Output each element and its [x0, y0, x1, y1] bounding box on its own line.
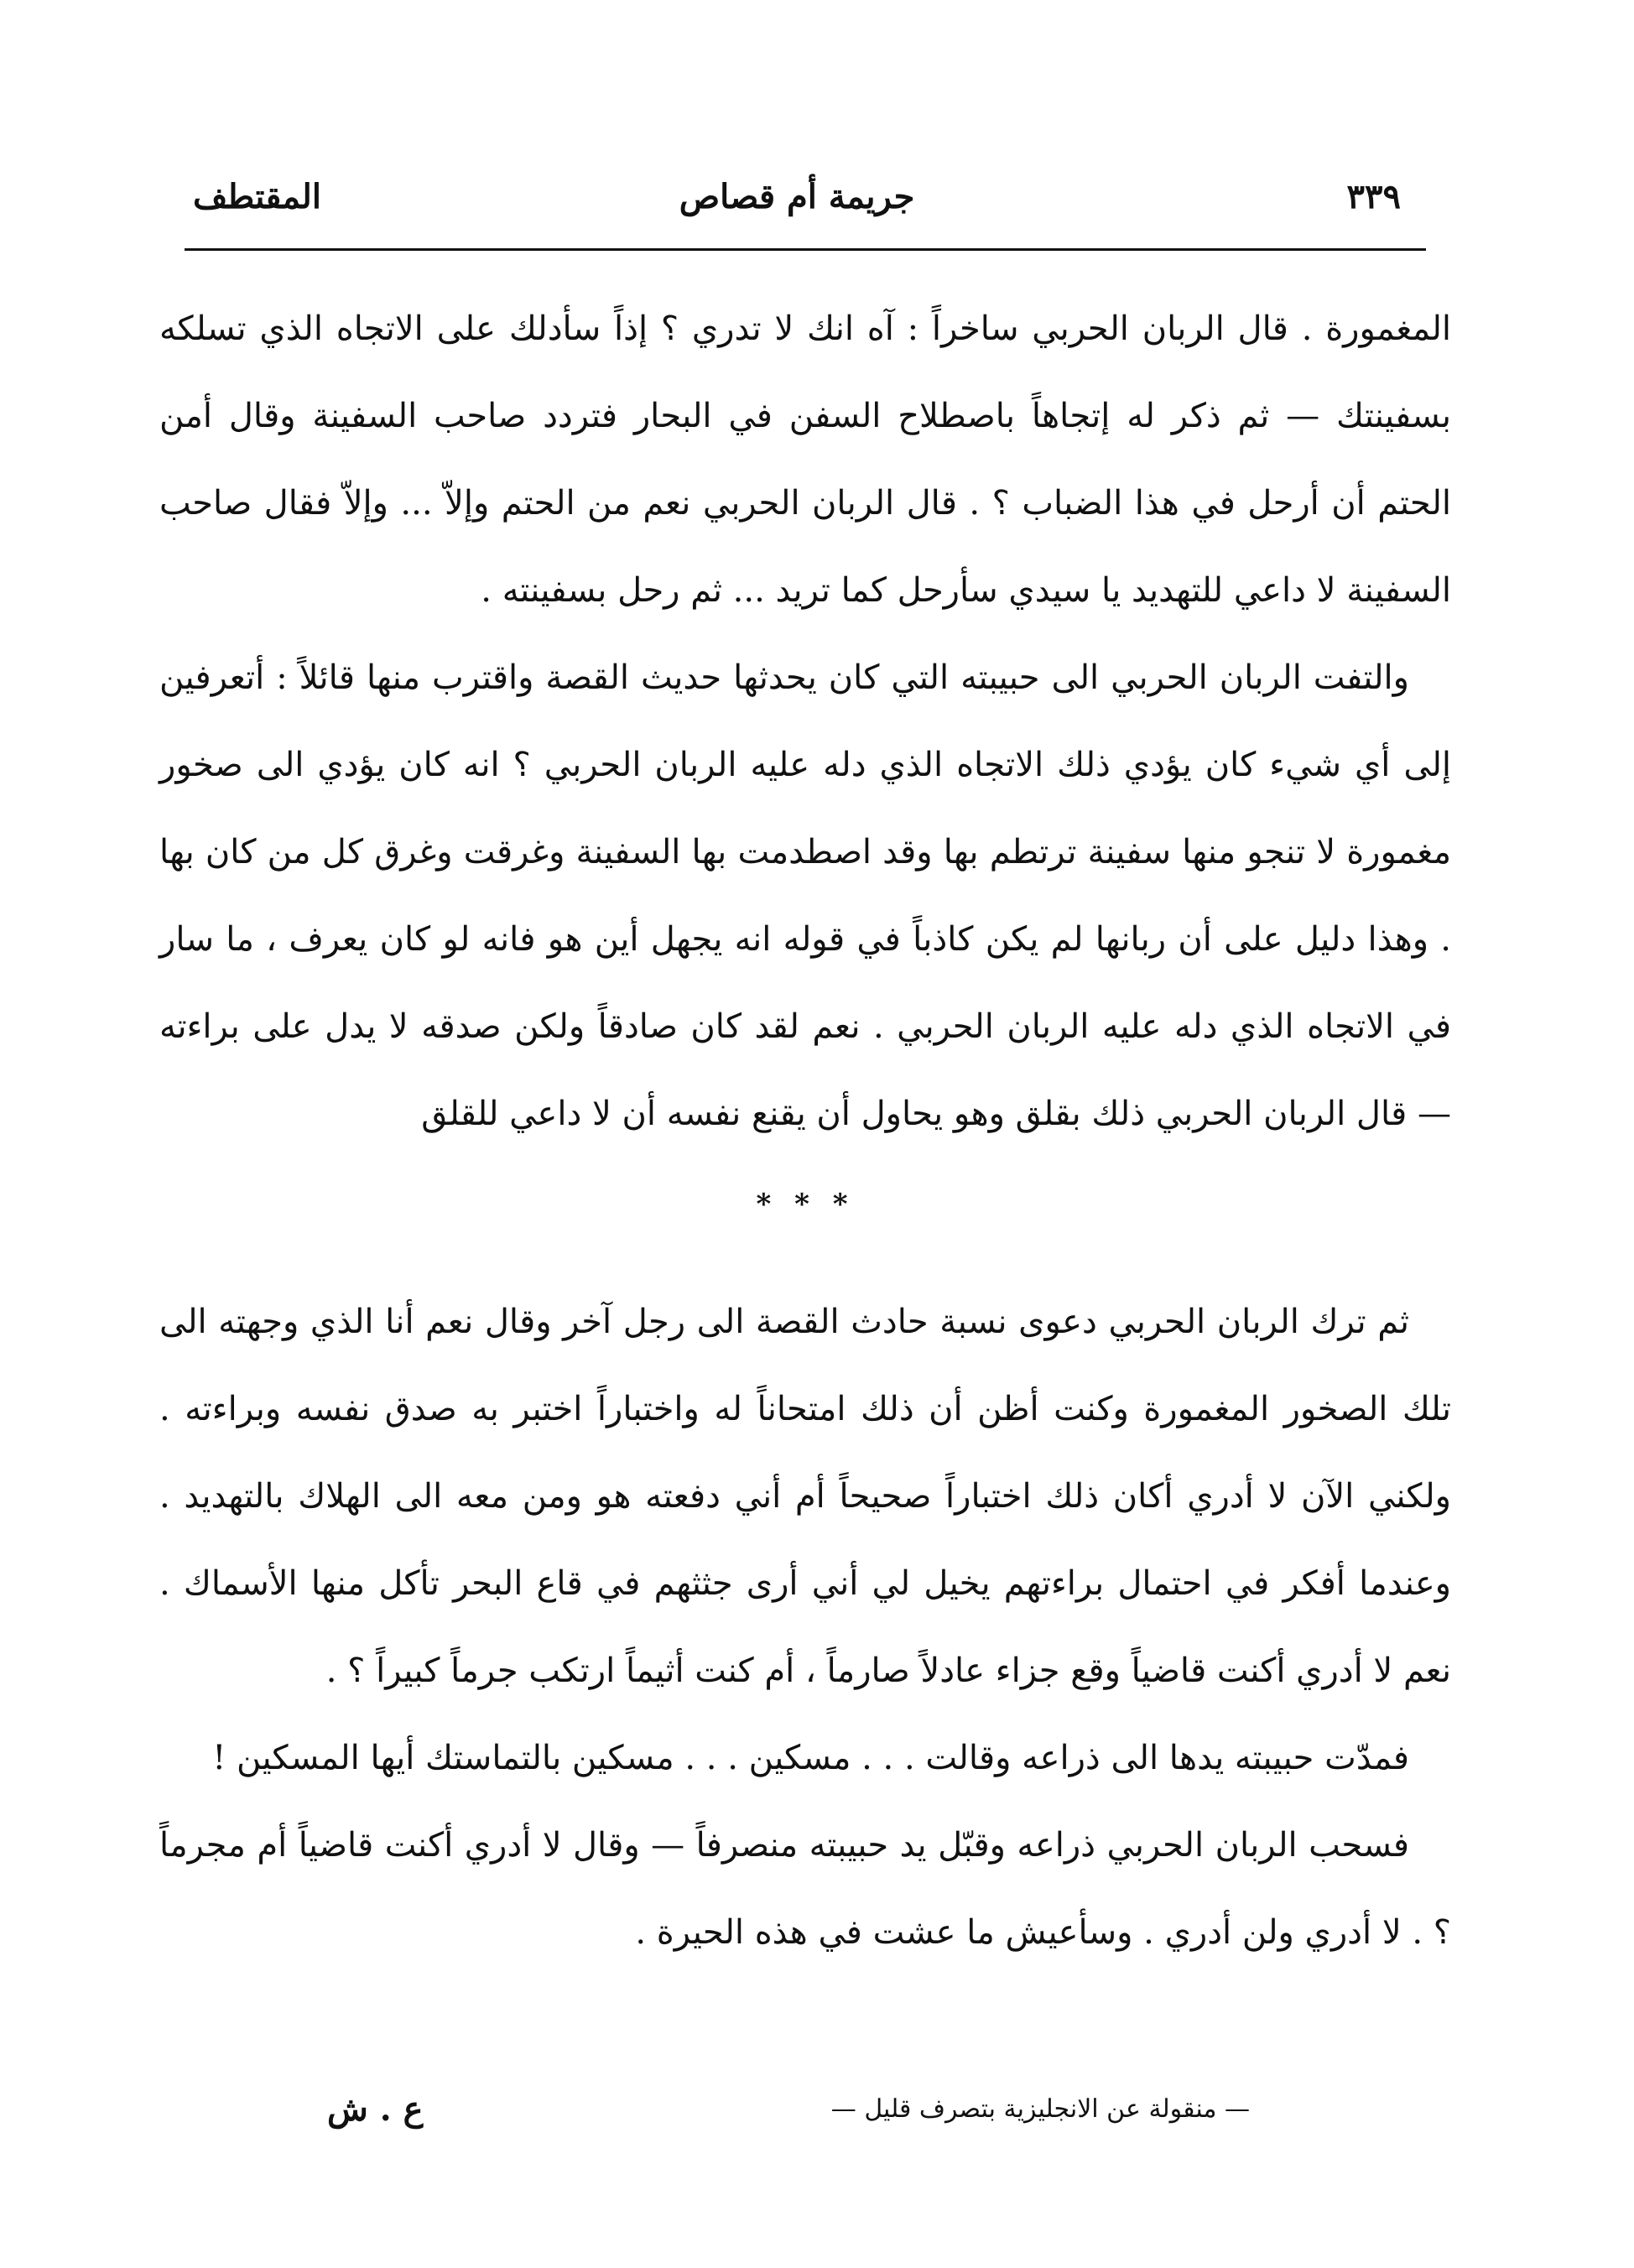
section-separator: * * *: [756, 1188, 855, 1221]
paragraph: فسحب الربان الحربي ذراعه وقبّل يد حبيبته منصرفاً — وقال لا أدري أكنت قاضياً أم مجرماً ؟ . لا أدري ولن أدري . وسأعيش ما عشت في هذه الحيرة .: [159, 1826, 1451, 1952]
paragraph-continuation: المغمورة . قال الربان الحربي ساخراً : آه انك لا تدري ؟ إذاً سأدلك على الاتجاه الذي تسلكه بسفينتك — ثم ذكر له إتجاهاً باصطلاح السفن في البحار فتردد صاحب السفينة وقال أمن الحتم أن أرحل في هذا الضباب ؟ . قال الربان الحربي نعم من الحتم وإلاّ ... وإلاّ فقال صاحب السفينة لا داعي للتهديد يا سيدي سأرحل كما تريد ... ثم رحل بسفينته .: [159, 310, 1451, 610]
journal-name: المقتطف: [193, 177, 321, 216]
header-rule: [185, 248, 1426, 251]
paragraph: فمدّت حبيبته يدها الى ذراعه وقالت . . . مسكين . . . مسكين بالتماستك أيها المسكين !: [212, 1739, 1409, 1777]
page-number: ٣٣٩: [1346, 177, 1401, 216]
paragraph: والتفت الربان الحربي الى حبيبته التي كان يحدثها حديث القصة واقترب منها قائلاً : أتعرفين إلى أي شيء كان يؤدي ذلك الاتجاه الذي دله عليه الربان الحربي ؟ انه كان يؤدي الى صخور مغمورة لا تنجو منها سفينة ترتطم بها وقد اصطدمت بها السفينة وغرقت وغرق كل من كان بها . وهذا دليل على أن ربانها لم يكن كاذباً في قوله انه يجهل أين هو فانه لو كان يعرف ، ما سار في الاتجاه الذي دله عليه الربان الحربي . نعم لقد كان صادقاً ولكن صدقه لا يدل على براءته — قال الربان الحربي ذلك بقلق وهو يحاول أن يقنع نفسه أن لا داعي للقلق: [159, 658, 1451, 1133]
paragraph: ثم ترك الربان الحربي دعوى نسبة حادث القصة الى رجل آخر وقال نعم أنا الذي وجهته الى تلك الصخور المغمورة وكنت أظن أن ذلك امتحاناً له واختباراً اختبر به صدق نفسه وبراءته . ولكني الآن لا أدري أكان ذلك اختباراً صحيحاً أم أني دفعته هو ومن معه الى الهلاك بالتهديد . وعندما أفكر في احتمال براءتهم يخيل لي أني أرى جثثهم في قاع البحر تأكل منها الأسماك . نعم لا أدري أكنت قاضياً وقع جزاء عادلاً صارماً ، أم كنت أثيماً ارتكب جرماً كبيراً ؟ .: [159, 1303, 1451, 1690]
article-title: جريمة أم قصاص: [679, 177, 915, 216]
article-body: [159, 285, 1451, 1976]
running-header: [193, 168, 1401, 226]
article-footer: [193, 2080, 1401, 2139]
translator-initials: ع . ش: [327, 2089, 424, 2129]
source-note: — منقولة عن الانجليزية بتصرف قليل —: [830, 2094, 1250, 2124]
